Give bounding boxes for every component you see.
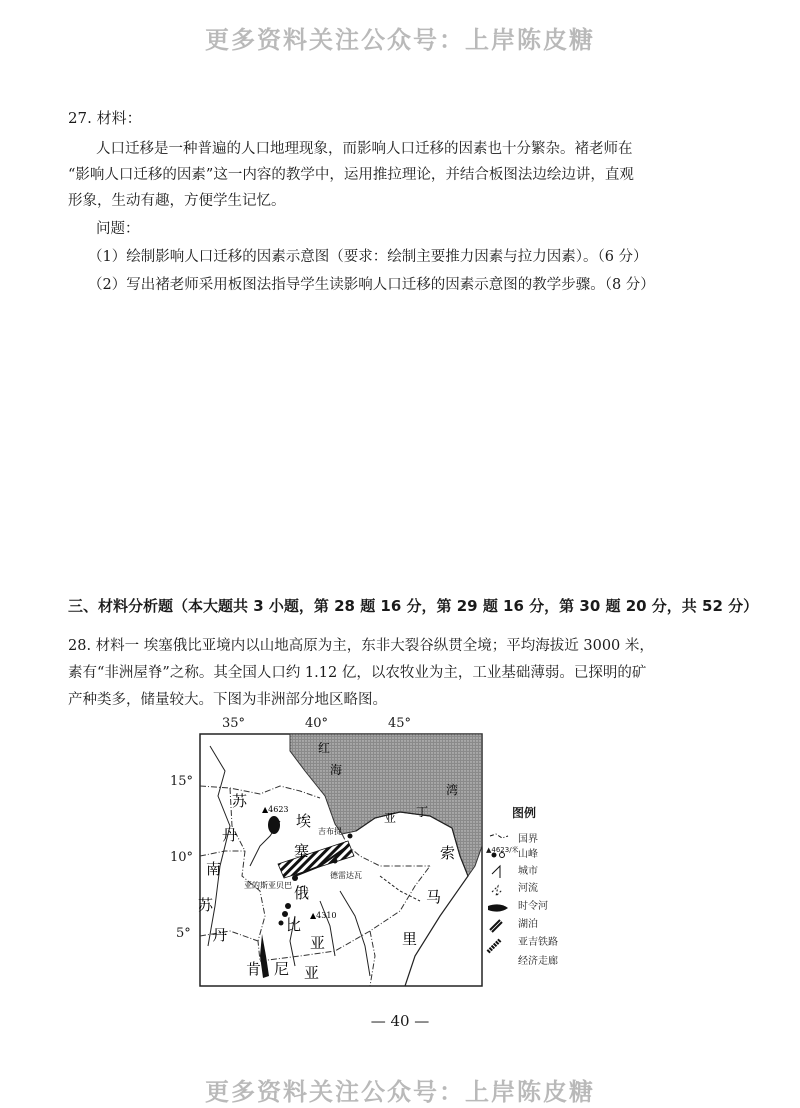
label-gulf-1: 亚	[384, 811, 397, 825]
label-kenya-3: 亚	[304, 964, 320, 982]
legend-seasonal-river: 时令河	[518, 901, 548, 912]
lake-small-1	[285, 903, 291, 909]
africa-map	[170, 716, 610, 996]
q27-sub2: （2）写出褚老师采用板图法指导学生读影响人口迁移的因素示意图的教学步骤。（8 分）	[88, 277, 655, 293]
label-sudan-1: 苏	[232, 792, 248, 810]
label-ssudan-3: 丹	[212, 926, 228, 944]
legend-river-symbol	[492, 866, 500, 878]
legend-lake: 湖泊	[518, 919, 538, 930]
page-number: — 40 —	[370, 1012, 430, 1030]
q27-heading: 27. 材料：	[68, 109, 142, 127]
q28-line2: 素有“非洲屋脊”之称。其全国人口约 1.12 亿，以农牧业为主，工业基础薄弱。已探明的矿	[68, 665, 647, 681]
label-somalia-2: 马	[426, 888, 442, 906]
legend-border: 国界	[518, 834, 538, 845]
label-addis: 亚的斯亚贝巴	[244, 881, 292, 890]
label-kenya-2: 尼	[274, 960, 290, 978]
legend-city: 城市	[518, 866, 538, 877]
lon-label-40: 40°	[305, 716, 329, 731]
q27-para2: “影响人口迁移的因素”这一内容的教学中，运用推拉理论，并结合板图法边绘边讲，直观	[68, 167, 634, 183]
lake-small-3	[279, 921, 284, 926]
legend-railway: 亚吉铁路	[518, 937, 558, 948]
city-djibouti-dot	[348, 834, 353, 839]
lat-label-15: 15°	[170, 774, 194, 789]
q27-sub1: （1）绘制影响人口迁移的因素示意图（要求：绘制主要推力因素与拉力因素）。（6 分）	[88, 249, 648, 265]
label-gulf-2: 丁	[416, 805, 429, 819]
city-addis-dot	[292, 875, 298, 881]
legend-railway-symbol	[490, 920, 502, 932]
lat-label-10: 10°	[170, 850, 194, 865]
legend-seasonal-river-symbol	[492, 886, 502, 896]
label-eth-1: 埃	[296, 812, 312, 830]
label-eth-2: 塞	[294, 842, 310, 860]
label-eth-4: 比	[286, 916, 302, 934]
label-peak-2: ▲4310	[310, 911, 337, 920]
label-sudan-2: 丹	[222, 826, 238, 844]
label-djibouti: 吉布提	[318, 827, 342, 836]
q28-line3: 产种类多，储量较大。下图为非洲部分地区略图。	[68, 692, 387, 708]
label-ssudan-2: 苏	[198, 896, 214, 914]
legend-river: 河流	[518, 883, 538, 894]
label-peak-1: ▲4623	[262, 805, 289, 814]
legend-border-symbol	[490, 834, 508, 838]
section-3-title: 三、材料分析题（本大题共 3 小题，第 28 题 16 分，第 29 题 16 分，第 30 题 20 分，共 52 分）	[68, 597, 759, 615]
legend-peak-symbol: ▲4623/米	[486, 846, 519, 854]
watermark-top: 更多资料关注公众号：上岸陈皮糖	[205, 26, 595, 54]
label-somalia-3: 里	[402, 930, 418, 948]
lake-tana	[268, 816, 280, 834]
label-gulf-3: 湾	[446, 783, 459, 797]
label-red-sea-2: 海	[330, 763, 343, 777]
q28-line1: 28. 材料一 埃塞俄比亚境内以山地高原为主，东非大裂谷纵贯全境；平均海拔近 3000 米，	[68, 638, 654, 654]
lat-label-5: 5°	[176, 926, 191, 941]
label-eth-3: 俄	[294, 884, 310, 902]
label-red-sea-1: 红	[318, 741, 331, 755]
legend-corridor: 经济走廊	[518, 956, 558, 967]
watermark-bottom: 更多资料关注公众号：上岸陈皮糖	[205, 1078, 595, 1106]
label-somalia-1: 索	[440, 844, 456, 862]
city-dire-dot	[333, 859, 338, 864]
legend-corridor-symbol	[488, 940, 500, 952]
lon-label-35: 35°	[222, 716, 246, 731]
lon-label-45: 45°	[388, 716, 412, 731]
q27-para1: 人口迁移是一种普遍的人口地理现象，而影响人口迁移的因素也十分繁杂。褚老师在	[96, 141, 633, 157]
label-dire-dawa: 德雷达瓦	[330, 871, 362, 880]
q27-para3: 形象，生动有趣，方便学生记忆。	[68, 193, 286, 209]
legend-title: 图例	[512, 806, 537, 820]
label-eth-5: 亚	[310, 934, 326, 952]
legend-lake-symbol	[488, 904, 508, 911]
label-ssudan-1: 南	[206, 860, 222, 878]
label-kenya-1: 肯	[246, 960, 262, 978]
legend-peak: 山峰	[518, 849, 538, 860]
q27-question-label: 问题：	[96, 221, 140, 237]
